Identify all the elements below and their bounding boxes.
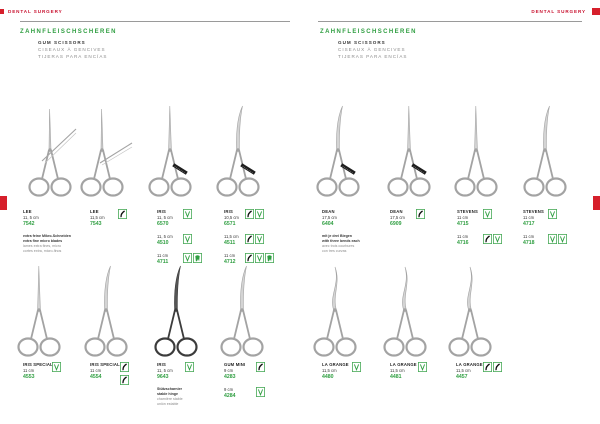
scissors-image	[385, 103, 433, 198]
product-size: 11, 5 cm	[23, 215, 39, 220]
v-tip-icon	[352, 362, 361, 372]
product-description: mit je drei Biegen	[322, 234, 352, 238]
product-name: DEAN	[390, 209, 403, 214]
product-size: 11,5 cm	[224, 234, 239, 239]
curved-blade-icon	[118, 209, 127, 219]
product-variant	[390, 209, 425, 228]
product-description: with three bends each	[322, 239, 360, 243]
article-number: 6570	[157, 221, 169, 227]
curved-blade-icon	[256, 362, 265, 372]
variant-text	[523, 209, 548, 228]
product-description: Stützscharnier	[157, 387, 182, 391]
feature-icons	[483, 362, 502, 372]
left-section-subtitle-es: TIJERAS PARA ENCÍAS	[38, 54, 108, 59]
product-description: con tres curvas	[322, 249, 347, 253]
v-tip-icon	[255, 234, 264, 244]
product-size: 11 cm	[457, 215, 469, 220]
product-variant	[457, 234, 502, 247]
article-number: 4457	[456, 374, 468, 380]
v-tip-icon	[52, 362, 61, 372]
product-size: 9 cm	[224, 387, 234, 392]
product-variant	[224, 234, 274, 247]
scissors-image	[152, 263, 200, 358]
feature-icons	[418, 362, 427, 372]
product-name: IRIS	[157, 362, 166, 367]
product-size: 11, 5 cm	[157, 234, 173, 239]
product-card	[457, 209, 502, 253]
product-variant	[224, 362, 265, 381]
product-variant	[157, 234, 202, 247]
variant-text	[456, 362, 483, 381]
product-variant	[456, 362, 502, 381]
feature-icons	[352, 362, 361, 372]
product-variant	[457, 209, 502, 228]
left-section-subtitle-en: GUM SCISSORS	[38, 40, 86, 45]
article-number: 4716	[457, 240, 469, 246]
feature-icons	[548, 209, 557, 219]
v-tip-icon	[558, 234, 567, 244]
scissors-image	[146, 103, 194, 198]
article-number: 7542	[23, 221, 35, 227]
article-number: 4554	[90, 374, 102, 380]
curved-blade-icon	[120, 375, 129, 385]
v-tip-icon	[493, 234, 502, 244]
product-description: extra feine Mikro-Schneiden	[23, 234, 71, 238]
tooth-icon	[265, 253, 274, 263]
curved-blade-icon	[483, 362, 492, 372]
product-name: LA GRANGE	[322, 362, 349, 367]
feature-icons	[183, 209, 192, 219]
feature-icons	[245, 209, 264, 219]
curved-blade-icon	[245, 234, 254, 244]
tooth-icon	[193, 253, 202, 263]
variant-text	[224, 387, 256, 400]
feature-icons	[185, 362, 194, 372]
variant-text	[90, 209, 118, 228]
product-card	[224, 362, 265, 406]
variant-text	[23, 209, 49, 228]
product-description: lames extra fines, micro	[23, 244, 61, 248]
right-section-subtitle-en: GUM SCISSORS	[338, 40, 386, 45]
product-name: IRIS	[224, 209, 233, 214]
left-section-title: ZAHNFLEISCHSCHEREN	[20, 29, 117, 35]
product-variant	[23, 362, 61, 381]
product-variant	[523, 209, 567, 228]
v-tip-icon	[548, 234, 557, 244]
product-variant	[224, 253, 274, 266]
product-name: GUM MINI	[224, 362, 246, 367]
article-number: 4715	[457, 221, 469, 227]
feature-icons	[256, 362, 265, 372]
product-variant	[157, 253, 202, 266]
product-card	[322, 362, 361, 387]
scissors-image	[452, 103, 500, 198]
product-size: 11 cm	[23, 368, 35, 373]
v-tip-icon	[548, 209, 557, 219]
product-size: 11,5 cm	[456, 368, 471, 373]
product-variant	[157, 209, 202, 228]
right-header-rule	[318, 21, 582, 22]
product-size: 11,5 cm	[90, 215, 105, 220]
right-section-title: ZAHNFLEISCHSCHEREN	[320, 29, 417, 35]
variant-text	[457, 234, 483, 247]
product-name: IRIS SPECIAL	[90, 362, 120, 367]
scissors-image	[314, 103, 362, 198]
product-size: 11 cm	[523, 234, 535, 239]
article-number: 7543	[90, 221, 102, 227]
product-size: 9 cm	[224, 368, 234, 373]
product-name: LEE	[90, 209, 99, 214]
product-description: stable hinge	[157, 392, 178, 396]
product-card	[322, 209, 360, 254]
feature-icons	[483, 234, 502, 244]
scissors-image	[381, 263, 429, 358]
right-running-header: DENTAL SURGERY	[531, 9, 586, 14]
product-description: avec trois courbures	[322, 244, 355, 248]
product-description: cortes extra, micro-finos	[23, 249, 62, 253]
product-name: LA GRANGE	[456, 362, 483, 367]
product-description: charnière stable	[157, 397, 183, 401]
product-size: 11,5 cm	[322, 368, 337, 373]
product-card	[90, 209, 127, 234]
article-number: 4711	[157, 259, 169, 265]
curved-blade-icon	[493, 362, 502, 372]
article-number: 6909	[390, 221, 402, 227]
feature-icons	[245, 234, 264, 244]
curved-blade-icon	[245, 209, 254, 219]
scissors-image	[214, 103, 262, 198]
product-card	[523, 209, 567, 253]
left-page-tab	[0, 196, 7, 210]
product-size: 11 cm	[457, 234, 469, 239]
product-size: 11 cm	[224, 253, 236, 258]
scissors-image	[311, 263, 359, 358]
product-name: DEAN	[322, 209, 335, 214]
v-tip-icon	[185, 362, 194, 372]
feature-icons	[483, 209, 492, 219]
variant-text	[457, 209, 483, 228]
article-number: 4718	[523, 240, 535, 246]
article-number: 9643	[157, 374, 169, 380]
product-card	[456, 362, 502, 387]
variant-text	[390, 209, 416, 228]
product-variant	[322, 362, 361, 381]
product-size: 17,5 cm	[322, 215, 337, 220]
article-number: 4283	[224, 374, 236, 380]
variant-text	[157, 362, 185, 381]
product-card	[23, 209, 71, 254]
product-card	[390, 362, 427, 387]
curved-blade-icon	[416, 209, 425, 219]
feature-icons	[183, 234, 192, 244]
scissors-image	[521, 103, 569, 198]
product-name: LA GRANGE	[390, 362, 417, 367]
left-header-rule	[20, 21, 290, 22]
product-variant	[523, 234, 567, 247]
article-number: 6404	[322, 221, 334, 227]
product-card	[224, 209, 274, 272]
article-number: 4712	[224, 259, 236, 265]
feature-icons	[183, 253, 202, 263]
article-number: 4480	[322, 374, 334, 380]
article-number: 4284	[224, 393, 236, 399]
variant-text	[90, 362, 120, 381]
scissors-image	[26, 103, 74, 198]
right-header-marker	[592, 8, 600, 15]
variant-text	[322, 362, 352, 381]
v-tip-icon	[255, 209, 264, 219]
variant-text	[390, 362, 418, 381]
left-section-subtitle-fr: CISEAUX À GENCIVES	[38, 47, 106, 52]
product-variant	[224, 387, 265, 400]
article-number: 4717	[523, 221, 535, 227]
v-tip-icon	[255, 253, 264, 263]
variant-text	[523, 234, 548, 247]
left-header-marker	[0, 9, 4, 14]
article-number: 4511	[224, 240, 236, 246]
right-section-subtitle-es: TIJERAS PARA ENCÍAS	[338, 54, 408, 59]
product-size: 17,5 cm	[390, 215, 405, 220]
scissors-image	[82, 263, 130, 358]
product-variant	[157, 362, 194, 381]
product-variant	[23, 209, 71, 228]
variant-text	[224, 253, 245, 266]
left-running-header: DENTAL SURGERY	[8, 9, 63, 14]
v-tip-icon	[418, 362, 427, 372]
product-description: unión estable	[157, 402, 179, 406]
product-variant	[90, 209, 127, 228]
v-tip-icon	[256, 387, 265, 397]
v-tip-icon	[183, 234, 192, 244]
product-card	[390, 209, 425, 234]
feature-icons	[256, 387, 265, 397]
right-page-tab	[593, 196, 600, 210]
product-size: 10,5 cm	[224, 215, 239, 220]
product-card	[157, 362, 194, 407]
product-description: extra fine micro blades	[23, 239, 63, 243]
product-card	[157, 209, 202, 272]
v-tip-icon	[483, 209, 492, 219]
product-name: STEVENS	[523, 209, 544, 214]
variant-text	[322, 209, 348, 228]
right-section-subtitle-fr: CISEAUX À GENCIVES	[338, 47, 406, 52]
product-size: 11 cm	[523, 215, 535, 220]
v-tip-icon	[183, 209, 192, 219]
article-number: 4553	[23, 374, 35, 380]
feature-icons	[118, 209, 127, 219]
product-size: 11, 5 cm	[157, 215, 173, 220]
article-number: 6571	[224, 221, 236, 227]
variant-text	[157, 253, 183, 266]
variant-text	[224, 209, 245, 228]
product-size: 11 cm	[90, 368, 102, 373]
article-number: 4481	[390, 374, 402, 380]
scissors-image	[446, 263, 494, 358]
curved-blade-icon	[120, 362, 129, 372]
variant-text	[157, 209, 183, 228]
product-variant	[390, 362, 427, 381]
curved-blade-icon	[483, 234, 492, 244]
feature-icons	[120, 362, 129, 385]
feature-icons	[416, 209, 425, 219]
product-variant	[322, 209, 360, 228]
product-size: 11,5 cm	[390, 368, 405, 373]
feature-icons	[548, 234, 567, 244]
product-name: LEE	[23, 209, 32, 214]
variant-text	[157, 234, 183, 247]
variant-text	[23, 362, 52, 381]
v-tip-icon	[183, 253, 192, 263]
variant-text	[224, 234, 245, 247]
product-size: 11 cm	[157, 253, 169, 258]
product-name: IRIS SPECIAL	[23, 362, 53, 367]
curved-blade-icon	[245, 253, 254, 263]
scissors-image	[15, 263, 63, 358]
product-name: IRIS	[157, 209, 166, 214]
product-name: STEVENS	[457, 209, 478, 214]
product-card	[90, 362, 129, 391]
scissors-image	[78, 103, 126, 198]
scissors-image	[218, 263, 266, 358]
feature-icons	[52, 362, 61, 372]
feature-icons	[245, 253, 274, 263]
article-number: 4510	[157, 240, 169, 246]
variant-text	[224, 362, 256, 381]
product-size: 11, 5 cm	[157, 368, 173, 373]
product-variant	[90, 362, 129, 385]
product-variant	[224, 209, 274, 228]
product-card	[23, 362, 61, 387]
